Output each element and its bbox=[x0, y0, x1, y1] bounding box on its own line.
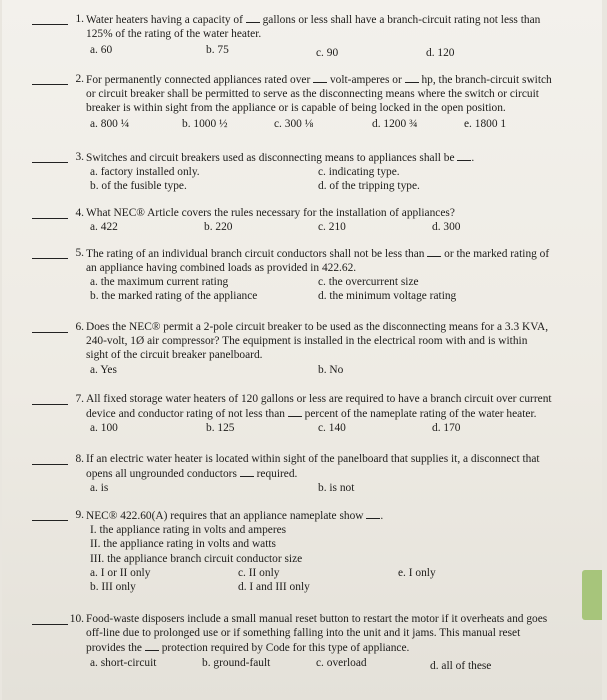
option: a. Yes bbox=[90, 363, 117, 376]
option: c. 140 bbox=[318, 422, 346, 435]
option: d. I and III only bbox=[238, 580, 310, 593]
option: e. 1800 1 bbox=[464, 117, 507, 130]
option: a. factory installed only. bbox=[90, 166, 200, 179]
question-stem: If an electric water heater is located within sight of the panelboard that supplies it, a disconnect that opens all ungrounded conductors required. bbox=[86, 453, 540, 481]
option: d. 300 bbox=[432, 221, 461, 234]
option: a. I or II only bbox=[90, 566, 151, 579]
question-stem: All fixed storage water heaters of 120 gallons or less are required to have a branch circuit over current device and conductor rating of not less than percent of the nameplate rating of the water heater. bbox=[86, 393, 552, 421]
question-number: 10. bbox=[69, 613, 84, 625]
answer-blank[interactable] bbox=[32, 464, 68, 465]
fill-blank bbox=[288, 406, 302, 417]
fill-blank bbox=[145, 640, 159, 651]
option: d. 120 bbox=[426, 47, 455, 60]
answer-blank[interactable] bbox=[32, 162, 68, 163]
question-stem: Does the NEC® permit a 2-pole circuit breaker to be used as the disconnecting means for a 3.3 KVA, 240-volt, 1Ø air compressor? The equipment is installed in the electrical room with and is within sight of the circuit breaker panelboard. bbox=[86, 321, 549, 362]
fill-blank bbox=[246, 12, 260, 23]
fill-blank bbox=[457, 150, 471, 161]
option: b. 1000 ½ bbox=[182, 117, 228, 130]
question-number: 8. bbox=[75, 453, 84, 465]
fill-blank bbox=[240, 466, 254, 477]
option: c. indicating type. bbox=[318, 166, 400, 179]
answer-blank[interactable] bbox=[32, 218, 68, 219]
question-number: 2. bbox=[75, 73, 84, 85]
answer-blank[interactable] bbox=[32, 520, 68, 521]
question-number: 5. bbox=[75, 247, 84, 259]
fill-blank bbox=[405, 72, 419, 83]
option: a. 100 bbox=[90, 422, 118, 435]
answer-blank[interactable] bbox=[32, 84, 68, 85]
answer-blank[interactable] bbox=[32, 624, 68, 625]
question-stem: What NEC® Article covers the rules necessary for the installation of appliances? bbox=[86, 207, 455, 219]
option: c. 90 bbox=[316, 47, 339, 60]
option: a. short-circuit bbox=[90, 656, 157, 669]
option: a. is bbox=[90, 482, 109, 495]
question-number: 1. bbox=[75, 13, 84, 25]
option: a. 800 ¼ bbox=[90, 117, 130, 130]
option: b. the marked rating of the appliance bbox=[90, 290, 258, 303]
option: a. 422 bbox=[90, 221, 118, 234]
option: b. 220 bbox=[204, 221, 233, 234]
roman-item: II. the appliance rating in volts and watts bbox=[90, 538, 276, 551]
option: d. of the tripping type. bbox=[318, 180, 420, 193]
option: c. overload bbox=[316, 656, 367, 669]
option: b. ground-fault bbox=[202, 656, 271, 669]
option: c. 300 ⅛ bbox=[274, 117, 314, 130]
option: b. 125 bbox=[206, 422, 235, 435]
question-number: 4. bbox=[75, 207, 84, 219]
option: c. 210 bbox=[318, 221, 346, 234]
option: b. 75 bbox=[206, 44, 229, 57]
option: d. all of these bbox=[430, 659, 492, 672]
option: c. II only bbox=[238, 566, 280, 579]
fill-blank bbox=[427, 246, 441, 257]
answer-blank[interactable] bbox=[32, 332, 68, 333]
question-number: 3. bbox=[75, 151, 84, 163]
worksheet-page bbox=[2, 0, 602, 700]
option: b. is not bbox=[318, 482, 355, 495]
option: b. of the fusible type. bbox=[90, 180, 187, 193]
roman-item: I. the appliance rating in volts and amperes bbox=[90, 524, 287, 537]
answer-blank[interactable] bbox=[32, 404, 68, 405]
option: b. No bbox=[318, 363, 344, 376]
roman-item: III. the appliance branch circuit conductor size bbox=[90, 552, 303, 565]
fill-blank bbox=[366, 508, 380, 519]
option: e. I only bbox=[398, 566, 436, 579]
option: a. 60 bbox=[90, 44, 113, 57]
question-number: 7. bbox=[75, 393, 84, 405]
option: d. the minimum voltage rating bbox=[318, 290, 457, 303]
option: d. 170 bbox=[432, 422, 461, 435]
option: b. III only bbox=[90, 580, 136, 593]
option: d. 1200 ¾ bbox=[372, 117, 418, 130]
fill-blank bbox=[313, 72, 327, 83]
page-tab-edge bbox=[582, 570, 602, 620]
question-stem: NEC® 422.60(A) requires that an appliance nameplate show . bbox=[86, 510, 384, 522]
answer-blank[interactable] bbox=[32, 258, 68, 259]
option: c. the overcurrent size bbox=[318, 276, 419, 289]
question-number: 9. bbox=[75, 509, 84, 521]
question-stem: Switches and circuit breakers used as disconnecting means to appliances shall be . bbox=[86, 152, 475, 164]
question-number: 6. bbox=[75, 321, 84, 333]
question-stem: The rating of an individual branch circuit conductors shall not be less than or the marked rating of an appliance having combined loads as provided in 422.62. bbox=[86, 248, 550, 275]
answer-blank[interactable] bbox=[32, 24, 68, 25]
question-stem: For permanently connected appliances rated over volt-amperes or hp, the branch-circuit switch or circuit breaker shall be permitted to serve as the disconnecting means where the switch or circuit breaker is within sight from the appliance or is capable of being locked in the open position. bbox=[86, 74, 552, 115]
question-stem: Food-waste disposers include a small manual reset button to restart the motor if it overheats and goes off-line due to prolonged use or if something falling into the unit and it jams. This manual reset provides the protection required by Code for this type of appliance. bbox=[86, 613, 548, 655]
option: a. the maximum current rating bbox=[90, 276, 229, 289]
question-stem: Water heaters having a capacity of gallons or less shall have a branch-circuit rating not less than 125% of the rating of the water heater. bbox=[86, 14, 541, 41]
